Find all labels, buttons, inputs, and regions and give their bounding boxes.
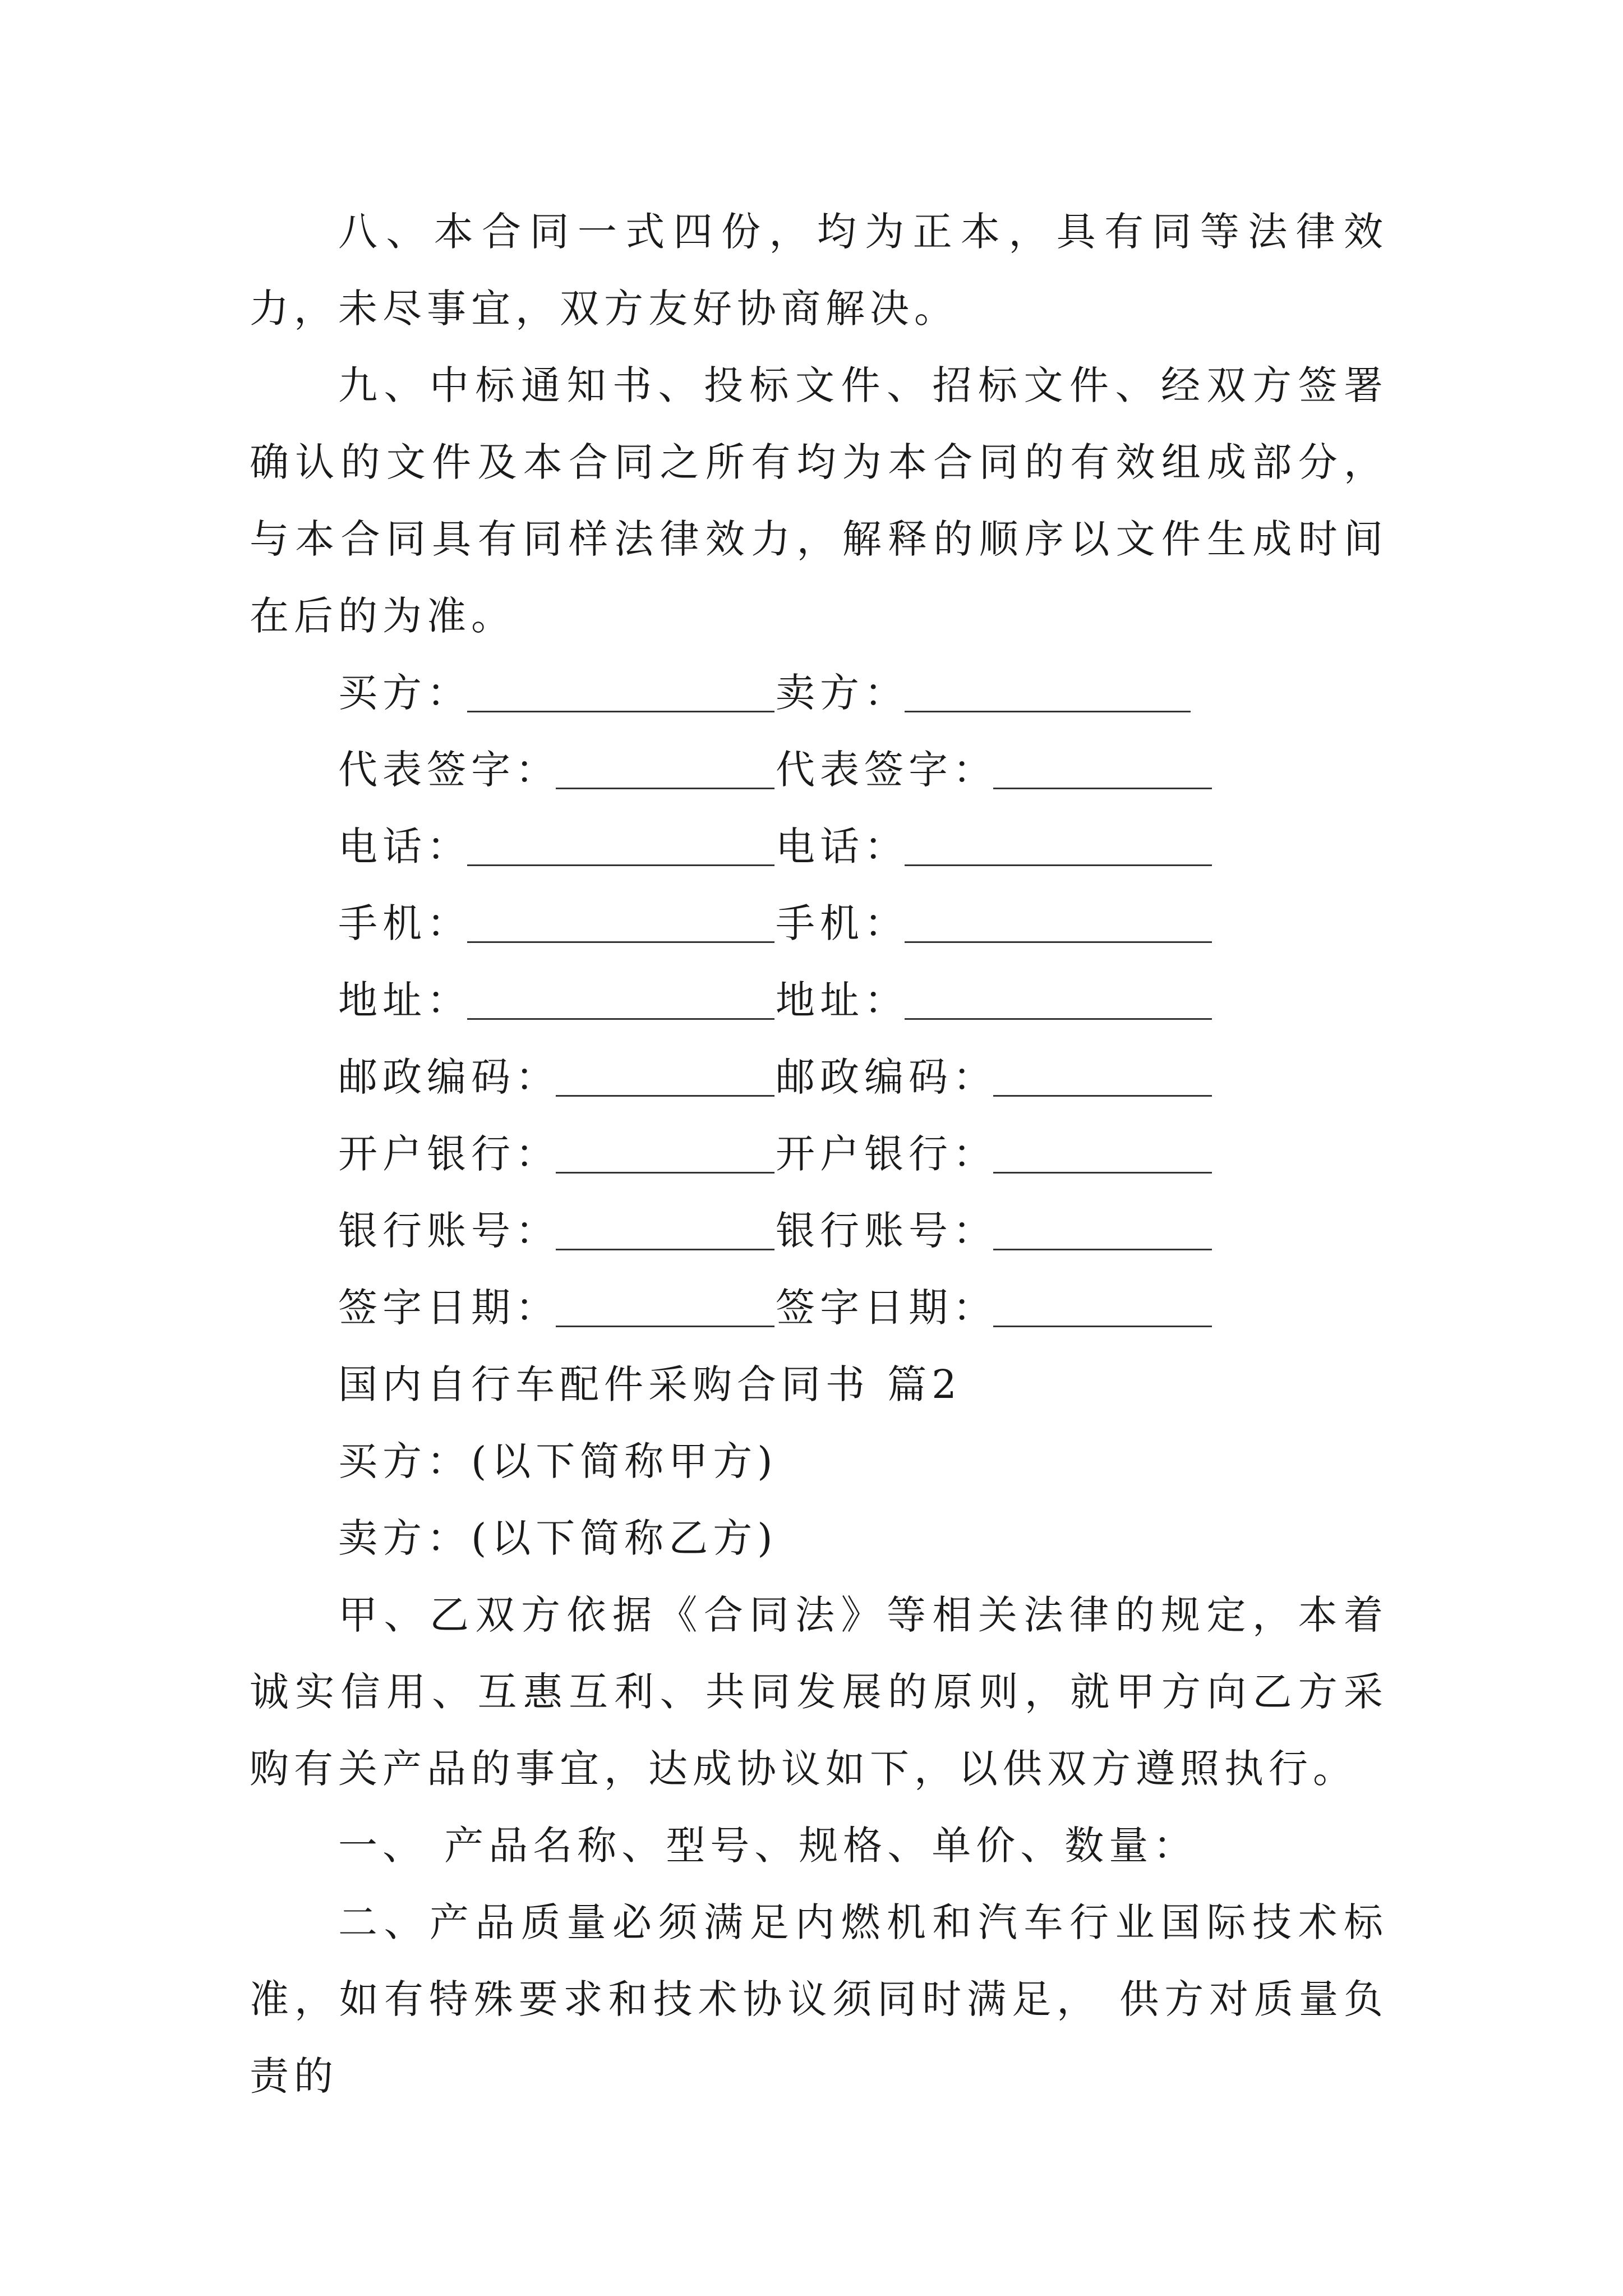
seller-account-label: 银行账号： xyxy=(776,1208,997,1254)
seller-date-label: 签字日期： xyxy=(776,1285,997,1331)
signature-row-mobile xyxy=(250,885,1388,962)
seller-label: 卖方： xyxy=(776,670,909,716)
seller-postcode-label: 邮政编码： xyxy=(776,1054,997,1100)
seller-address-label: 地址： xyxy=(776,977,909,1023)
seller-bank-blank xyxy=(993,1172,1212,1174)
preamble-paragraph: 甲、乙双方依据《合同法》等相关法律的规定，本着诚实信用、互惠互利、共同发展的原则，就甲方向乙方采购有关产品的事宜，达成协议如下，以供双方遵照执行。 xyxy=(250,1592,1388,1792)
buyer-postcode-blank xyxy=(556,1095,774,1097)
buyer-representative-blank xyxy=(556,788,774,789)
seller-bank-label: 开户银行： xyxy=(776,1131,997,1177)
signature-row-phone xyxy=(250,808,1388,885)
signature-row-representative xyxy=(250,731,1388,808)
seller-representative-label: 代表签字： xyxy=(776,747,997,793)
seller-party-line: 卖方：(以下简称乙方) xyxy=(338,1515,778,1561)
buyer-bank-blank xyxy=(556,1172,774,1174)
buyer-date-blank xyxy=(556,1326,774,1327)
buyer-blank xyxy=(467,711,774,712)
signature-row-buyer-seller xyxy=(250,655,1388,731)
buyer-mobile-label: 手机： xyxy=(338,900,471,946)
buyer-phone-blank xyxy=(467,864,774,866)
signature-row-date xyxy=(250,1269,1388,1346)
signature-block xyxy=(250,655,1388,1346)
seller-phone-blank xyxy=(905,864,1212,866)
buyer-phone-label: 电话： xyxy=(338,823,471,869)
signature-row-address xyxy=(250,962,1388,1039)
seller-date-blank xyxy=(993,1326,1212,1327)
signature-row-bank xyxy=(250,1116,1388,1193)
buyer-account-label: 银行账号： xyxy=(338,1208,560,1254)
clause-two: 二、产品质量必须满足内燃机和汽车行业国际技术标准，如有特殊要求和技术协议须同时满足， 供方对质量负责的 xyxy=(250,1899,1388,2099)
seller-representative-blank xyxy=(993,788,1212,789)
clause-one: 一、 产品名称、型号、规格、单价、数量： xyxy=(338,1823,1198,1869)
signature-row-postcode xyxy=(250,1039,1388,1116)
section-title: 国内自行车配件采购合同书 篇2 xyxy=(338,1361,962,1407)
document-body xyxy=(250,194,1388,2115)
seller-mobile-blank xyxy=(905,941,1212,943)
buyer-account-blank xyxy=(556,1249,774,1250)
buyer-bank-label: 开户银行： xyxy=(338,1131,560,1177)
buyer-address-blank xyxy=(467,1018,774,1020)
buyer-label: 买方： xyxy=(338,670,471,716)
seller-phone-label: 电话： xyxy=(776,823,909,869)
buyer-postcode-label: 邮政编码： xyxy=(338,1054,560,1100)
seller-account-blank xyxy=(993,1249,1212,1250)
seller-address-blank xyxy=(905,1018,1212,1020)
clause-nine: 九、中标通知书、投标文件、招标文件、经双方签署确认的文件及本合同之所有均为本合同的有效组成部分，与本合同具有同样法律效力，解释的顺序以文件生成时间在后的为准。 xyxy=(250,362,1388,639)
clause-eight: 八、本合同一式四份，均为正本，具有同等法律效力，未尽事宜，双方友好协商解决。 xyxy=(250,209,1388,332)
buyer-date-label: 签字日期： xyxy=(338,1285,560,1331)
seller-mobile-label: 手机： xyxy=(776,900,909,946)
buyer-representative-label: 代表签字： xyxy=(338,747,560,793)
seller-blank xyxy=(905,711,1191,712)
signature-row-account xyxy=(250,1193,1388,1269)
buyer-address-label: 地址： xyxy=(338,977,471,1023)
seller-postcode-blank xyxy=(993,1095,1212,1097)
buyer-mobile-blank xyxy=(467,941,774,943)
buyer-party-line: 买方：(以下简称甲方) xyxy=(338,1438,778,1484)
